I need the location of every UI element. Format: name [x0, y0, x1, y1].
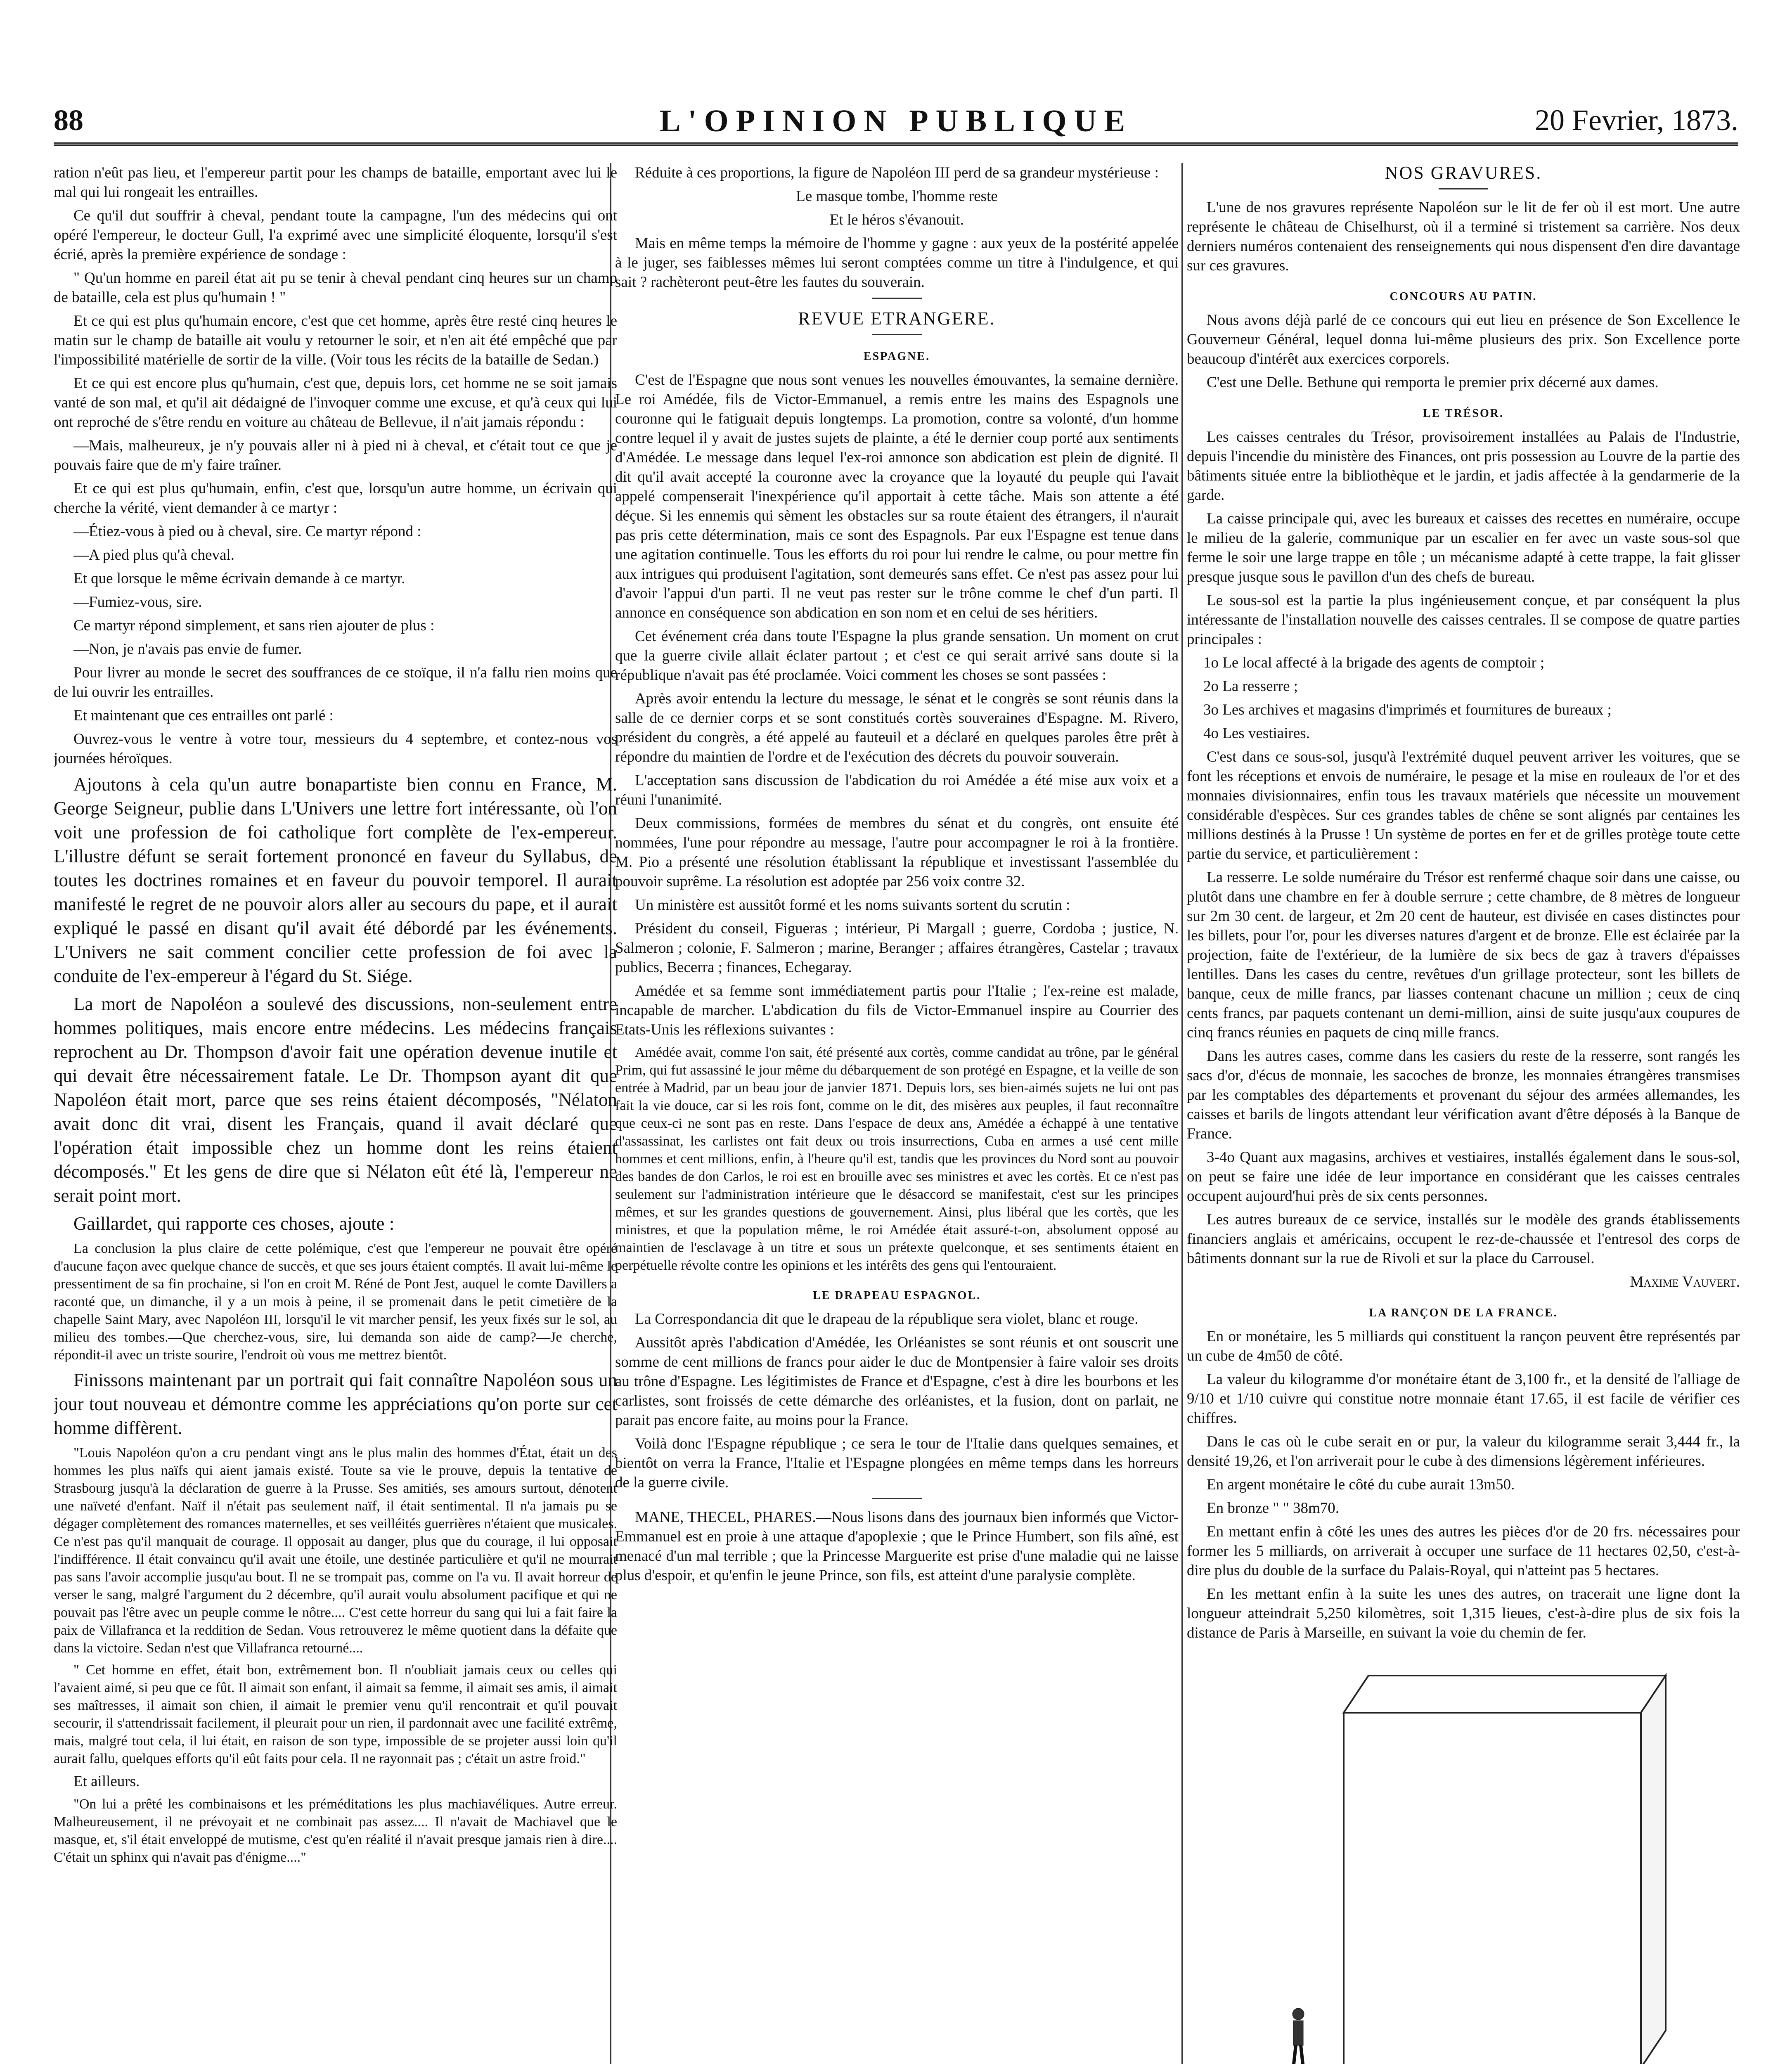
paragraph: Amédée et sa femme sont immédiatement partis pour l'Italie ; l'ex-reine est malade, incapable de marcher. L'abdication du fils de Victor-Emmanuel inspire au Courrier des Etats-Unis les réflexions suivantes :: [615, 982, 1179, 1038]
header-rule: [54, 142, 1738, 146]
paragraph: Réduite à ces proportions, la figure de Napoléon III perd de sa grandeur mystérieuse :: [635, 164, 1159, 181]
paragraph: Un ministère est aussitôt formé et les noms suivants sortent du scrutin :: [635, 897, 1070, 914]
list-item: 1o Le local affecté à la brigade des agents de comptoir ;: [1203, 654, 1545, 671]
gold-cube-illustration: [1236, 1659, 1690, 2064]
paragraph: En or monétaire, les 5 milliards qui constituent la rançon peuvent être représentés par un cube de 4m50 de côté.: [1187, 1328, 1740, 1364]
paragraph: En les mettant enfin à la suite les unes des autres, on tracerait une ligne dont la longueur atteindrait 5,250 kilomètres, soit 1,315 lieues, c'est-à-dire plus de six fois la distance de Paris à Marseille, en suivant la voie du chemin de fer.: [1187, 1586, 1740, 1641]
quoted-paragraph: "On lui a prêté les combinaisons et les préméditations les plus machiavéliques. Autre erreur. Malheureusement, il ne prévoyait et ne combinait pas assez.... Il n'avait de Machiavel que le masque, et, s'il était enveloppé de mutisme, c'est qu'en réalité il n'avait presque jamais rien à dire.... C'était un sphinx qui n'avait pas d'énigme....": [54, 1797, 617, 1865]
paragraph: Pour livrer au monde le secret des souffrances de ce stoïque, il n'a fallu rien moins que de lui ouvrir les entrailles.: [54, 664, 617, 701]
paragraph: Et ailleurs.: [73, 1773, 140, 1790]
section-subtitle: CONCOURS AU PATIN.: [1390, 290, 1537, 303]
man-figure: [1293, 2008, 1304, 2064]
paragraph: L'acceptation sans discussion de l'abdication du roi Amédée a été mise aux voix et a réuni l'unanimité.: [615, 772, 1179, 808]
verse-line: Le masque tombe, l'homme reste: [796, 188, 998, 205]
paragraph: C'est de l'Espagne que nous sont venues les nouvelles émouvantes, la semaine dernière. Le roi Amédée, fils de Victor-Emmanuel, a remis entre les mains des Espagnols une couronne qui le fatiguait depuis longtemps. La promotion, contre sa volonté, d'un homme contre lequel il y avait de justes sujets de plainte, a été le dernier coup porté aux sentiments d'Amédée. Le message dans lequel l'ex-roi annonce son abdication est plein de dignité. Il dit qu'il avait accepté la couronne avec la croyance que la loyauté du peuple qui l'avait appelé compenserait l'inexpérience qu'il apportait à cette tâche. Mais son attente a été déçue. Si les ennemis qui sèment les obstacles sur sa route étaient des étrangers, il n'aurait pas pris cette détermination, mais ce sont des Espagnols. Par eux l'Espagne est tenue dans une agitation continuelle. Tous les efforts du roi pour lui rendre le calme, ou pour mettre fin aux intrigues qui produisent l'agitation, sont demeurés sans effet. Ce n'est pas assez pour lui d'avoir l'appui d'un parti. Il ne veut pas rester sur le trône comme le chef d'un parti. Il annonce en conséquence son abdication en son nom et en celui de ses héritiers.: [615, 372, 1179, 621]
section-rule: [1439, 188, 1488, 189]
paragraph: Ce martyr répond simplement, et sans rien ajouter de plus :: [73, 617, 435, 634]
numbered-list: [1187, 653, 1740, 743]
issue-date: 20 Fevrier, 1873.: [1534, 104, 1738, 137]
paragraph: —Fumiez-vous, sire.: [73, 594, 202, 611]
paragraph: Gaillardet, qui rapporte ces choses, ajoute :: [73, 1213, 395, 1234]
paragraph: Et maintenant que ces entrailles ont parlé :: [73, 707, 334, 724]
paragraph: C'est une Delle. Bethune qui remporta le premier prix décerné aux dames.: [1207, 374, 1659, 391]
paragraph: Les autres bureaux de ce service, installés sur le modèle des grands établissements financiers anglais et américains, occupent le rez-de-chaussée et l'entresol des corps de bâtiments donnant sur la rue de Rivoli et sur la place du Carrousel.: [1187, 1211, 1740, 1267]
page-header: [54, 103, 1738, 136]
column-2: [615, 163, 1179, 2064]
paragraph: Dans les autres cases, comme dans les casiers du reste de la resserre, sont rangés les sacs d'or, d'écus de monnaie, les sacoches de bronze, les monnaies étrangères transmises par les comptables des départements et provenant du séjour des armées allemandes, les caisses et barils de lingots attendant leur vérification avant d'être déposés à la Banque de France.: [1187, 1048, 1740, 1142]
paragraph: " Qu'un homme en pareil état ait pu se tenir à cheval pendant cinq heures sur un champ de bataille, cela est plus qu'humain ! ": [54, 270, 617, 306]
paragraph: Mais en même temps la mémoire de l'homme y gagne : aux yeux de la postérité appelée à le juger, ses faiblesses mêmes lui seront comptées comme un titre à l'indulgence, et qui sait ? rachèteront peut-être les fautes du souverain.: [615, 235, 1179, 291]
paragraph: —A pied plus qu'à cheval.: [73, 547, 234, 563]
paragraph: MANE, THECEL, PHARES.—Nous lisons dans des journaux bien informés que Victor-Emmanuel est en proie à une attaque d'apoplexie ; que le Prince Humbert, son fils aîné, est menacé d'un mal terrible ; que la Princesse Marguerite est prise d'une maladie qui ne laisse plus d'espoir, et qu'enfin le jeune Prince, son fils, est atteint d'une paralysie complète.: [615, 1509, 1179, 1584]
quoted-paragraph: La conclusion la plus claire de cette polémique, c'est que l'empereur ne pouvait être opéré d'aucune façon avec quelque chance de succès, et que ses jours étaient comptés. Il avait lui-même le pressentiment de sa fin prochaine, si l'on en croit M. Réné de Pont Jest, auquel le comte Davillers a raconté que, un dimanche, il y a un mois à peine, il se promenait dans le petit cimetière de la chapelle Saint Mary, avec Napoléon III, lorsqu'il le vit marcher pensif, les yeux fixés sur le sol, au milieu des tombes.—Que cherchez-vous, sire, lui demanda son aide de camp?—Je cherche, répondit-il avec un triste sourire, l'endroit où vous me mettrez bientôt.: [54, 1241, 617, 1363]
section-rule: [872, 298, 922, 299]
list-item: 2o La resserre ;: [1203, 678, 1298, 695]
paragraph: La mort de Napoléon a soulevé des discussions, non-seulement entre hommes politiques, mais encore entre médecins. Les médecins français reprochent au Dr. Thompson d'avoir fait une opération devenue inutile et qui devait être nécessairement fatale. Le Dr. Thompson ayant dit que Napoléon était mort, parce que ses reins étaient décomposés, "Nélaton avait donc dit vrai, disent les Français, quand il avait déclaré que l'opération était impossible chez un homme dont les reins étaient décomposés." Et les gens de dire que si Nélaton eût été là, l'empereur ne serait point mort.: [54, 994, 617, 1206]
section-subtitle: ESPAGNE.: [863, 350, 930, 363]
section-title: NOS GRAVURES.: [1385, 163, 1542, 183]
quoted-paragraph: Amédée avait, comme l'on sait, été présenté aux cortès, comme candidat au trône, par le général Prim, qui fut assassiné le jour même du débarquement de son protégé en Espagne, et la veille de son entrée à Madrid, par un beau jour de janvier 1871. Depuis lors, ses bien-aimés sujets ne lui ont pas fait la vie douce, car si les rois font, comme on le dit, des misères aux peuples, il faut reconnaître que ceux-ci ne sont pas en reste. Dans l'espace de deux ans, Amédée a échappé à une tentative d'assassinat, les carlistes ont fait deux ou trois insurrections, Cuba en armes a usé cent mille hommes et cent millions, enfin, à l'heure qu'il est, tandis que les provinces du Nord sont au pouvoir des bandes de don Carlos, le roi est en brouille avec ses ministres et avec les cortès. Et ce n'est pas seulement sur l'administration intérieure que le désaccord se manifestait, c'est sur les principes mêmes, et sur les grandes questions de gouvernement. Ainsi, plus libéral que les cortès, que les ministres, et que la population même, le roi Amédée était assuré-t-on, absolument opposé au maintien de l'esclavage à un titre et sous un prétexte quelconque, et ses sentiments étaient en perpétuelle révolte contre les opinions et les intérêts des gens qui l'entouraient.: [615, 1045, 1179, 1273]
paragraph: —Mais, malheureux, je n'y pouvais aller ni à pied ni à cheval, et c'était tout ce que je pouvais faire que de m'y faire traîner.: [54, 437, 617, 473]
quoted-paragraph: "Louis Napoléon qu'on a cru pendant vingt ans le plus malin des hommes d'État, était un des hommes les plus naïfs qui aient jamais existé. Toute sa vie le prouve, depuis la tentative de Strasbourg jusqu'à la déclaration de guerre à la Prusse. Ses amitiés, ses amours surtout, dénotent une naïveté d'enfant. Naïf il n'était pas seulement naïf, il était sentimental. Il n'a jamais pu se dégager complètement des romances maternelles, et ses veilléités guerrières n'étaient que musicales. Ce n'est pas qu'il manquait de courage. Il opposait au danger, plus que du courage, il lui opposait l'indifférence. Il était convaincu qu'il avait une étoile, une destinée particulière et qu'il ne mourrait pas sans l'avoir accomplie jusqu'au bout. Il ne se trompait pas, comme on l'a vu. Il avait horreur de verser le sang, malgré l'argument du 2 décembre, qu'il aurait voulu absolument pacifique et qui ne pouvait pas l'être avec un peuple comme le nôtre.... C'est cette horreur du sang qui lui a fait faire la paix de Villafranca et la reddition de Sedan. Vous retrouverez le même quotient dans la défaite que dans la victoire. Sedan n'est que Villafranca retourné....: [54, 1445, 617, 1656]
paragraph: En bronze " " 38m70.: [1207, 1500, 1340, 1517]
quoted-paragraph: " Cet homme en effet, était bon, extrêmement bon. Il n'oubliait jamais ceux ou celles qui l'avaient aimé, si peu que ce fût. Il aimait son enfant, il aimait sa femme, il aimait ses amis, il aimait ses maîtresses, il aimait son chien, il aimait le premier venu qu'il rencontrait et qu'il pouvait secourir, il s'attendrissait facilement, il pleurait pour un rien, il pardonnait avec une facilité extrême, mais, malgré tout cela, il lui était, en raison de son type, impossible de se projeter aussi loin qu'il aurait fallu, quelques efforts qu'il eût faits pour cela. Il ne rayonnait pas ; c'était un astre froid.": [54, 1662, 617, 1766]
paragraph: Président du conseil, Figueras ; intérieur, Pi Margall ; guerre, Cordoba ; justice, N. Salmeron ; colonie, F. Salmeron ; marine, Beranger ; affaires étrangères, Castelar ; travaux publics, Becerra ; finances, Echegaray.: [615, 920, 1179, 976]
paragraph: En mettant enfin à côté les unes des autres les pièces d'or de 20 frs. nécessaires pour former les 5 milliards, on arriverait à occuper une surface de 11 hectares 02,50, c'est-à-dire plus du double de la surface du Palais-Royal, qui n'atteint pas 5 hectares.: [1187, 1523, 1740, 1579]
paragraph: La Correspondancia dit que le drapeau de la république sera violet, blanc et rouge.: [635, 1311, 1139, 1328]
paragraph: Deux commissions, formées de membres du sénat et du congrès, ont ensuite été nommées, l'une pour répondre au message, l'autre pour accompagner le roi à la frontière. M. Pio a présenté une résolution établissant la république et investissant l'assemblée du pouvoir suprême. La résolution est adoptée par 256 voix contre 32.: [615, 815, 1179, 890]
verse-line: Et le héros s'évanouit.: [829, 211, 964, 228]
newspaper-title: L'OPINION PUBLIQUE: [659, 104, 1133, 138]
paragraph: ration n'eût pas lieu, et l'empereur partit pour les champs de bataille, emportant avec lui le mal qui lui rongeait les entrailles.: [54, 164, 617, 201]
list-item: 3o Les archives et magasins d'imprimés et fournitures de bureaux ;: [1203, 701, 1612, 718]
paragraph: C'est dans ce sous-sol, jusqu'à l'extrémité duquel peuvent arriver les voitures, que se font les réceptions et envois de numéraire, le pesage et la mise en rouleaux de l'or et des monnaies divisionnaires, enfin tous les travaux matériels que nécessite un mouvement considérable d'espèces. Sur ces grandes tables de chêne se sont alignés par centaines les millions destinés à la Prusse ! Un système de portes en fer et de grilles protège toute cette partie du service, et particulièrement :: [1187, 748, 1740, 862]
section-rule: [872, 334, 922, 335]
paragraph: —Non, je n'avais pas envie de fumer.: [73, 641, 302, 658]
paragraph: Finissons maintenant par un portrait qui fait connaître Napoléon sous un jour tout nouveau et démontre comme les appréciations qu'on porte sur cet homme diffèrent.: [54, 1370, 617, 1438]
paragraph: Dans le cas où le cube serait en or pur, la valeur du kilogramme serait 3,444 fr., la densité 19,26, et l'on arriverait pour le cube à des dimensions légèrement inférieures.: [1187, 1433, 1740, 1470]
paragraph: Voilà donc l'Espagne république ; ce sera le tour de l'Italie dans quelques semaines, et bientôt on verra la France, l'Italie et l'Espagne plongées en même temps dans les horreurs de la guerre civile.: [615, 1435, 1179, 1491]
column-3: [1187, 163, 1740, 2064]
paragraph: La valeur du kilogramme d'or monétaire étant de 3,100 fr., et la densité de l'alliage de 9/10 et 1/10 cuivre qui constitue notre monnaie étant 17.65, il est facile de vérifier ces chiffres.: [1187, 1371, 1740, 1427]
paragraph: Et ce qui est plus qu'humain encore, c'est que cet homme, après être resté cinq heures le matin sur le champ de bataille ait voulu y retourner le soir, et n'en ait été empêché que par l'impossibilité matérielle de sortir de la ville. (Voir tous les récits de la bataille de Sedan.): [54, 312, 617, 368]
section-subtitle: LE TRÉSOR.: [1423, 407, 1504, 420]
paragraph: Et ce qui est plus qu'humain, enfin, c'est que, lorsqu'un autre homme, un écrivain qui cherche la vérité, vient demander à ce martyr :: [54, 480, 617, 516]
paragraph: —Étiez-vous à pied ou à cheval, sire. Ce martyr répond :: [73, 523, 421, 540]
page-number: 88: [54, 104, 83, 137]
section-rule: [872, 1498, 922, 1499]
paragraph: 3-4o Quant aux magasins, archives et vestiaires, installés également dans le sous-sol, on peut se faire une idée de leur importance en considérant que les caisses centrales occupent aujourd'hui près de six cents personnes.: [1187, 1149, 1740, 1205]
section-title: REVUE ETRANGERE.: [798, 308, 996, 329]
paragraph: Ce qu'il dut souffrir à cheval, pendant toute la campagne, l'un des médecins qui ont opéré l'empereur, le docteur Gull, l'a exprimé avec une simplicité éloquente, lorsqu'il s'est écrié, après la première expérience de sondage :: [54, 207, 617, 263]
paragraph: La caisse principale qui, avec les bureaux et caisses des recettes en numéraire, occupe le milieu de la galerie, communique par un escalier en fer avec un vaste sous-sol que ferme le soir une large trappe en tôle ; un mécanisme adapté à cette trappe, la fait glisser presque jusque sous le pavillon d'un des chefs de bureau.: [1187, 510, 1740, 585]
paragraph: Et ce qui est encore plus qu'humain, c'est que, depuis lors, cet homme ne se soit jamais vanté de son mal, et qu'il ait dédaigné de l'invoquer comme une excuse, et qu'à ceux qui lui ont reproché de s'être rendu en voiture au château de Bellevue, il n'ait jamais répondu :: [54, 375, 617, 431]
paragraph: L'une de nos gravures représente Napoléon sur le lit de fer où il est mort. Une autre représente le château de Chiselhurst, où il a terminé si tristement sa carrière. Nos deux derniers numéros contenaient des renseignements qui nous dispensent d'en dire davantage sur ces gravures.: [1187, 199, 1740, 274]
paragraph: En argent monétaire le côté du cube aurait 13m50.: [1207, 1476, 1515, 1493]
paragraph: Après avoir entendu la lecture du message, le sénat et le congrès se sont réunis dans la salle de ce dernier corps et se sont constitués cortès souveraines d'Espagne. M. Rivero, président du congrès, a été appelé au fauteuil et a déclaré en quelques paroles être prêt à répondre du maintien de l'ordre et de l'exécution des décrets du pouvoir souverain.: [615, 690, 1179, 765]
list-item: 4o Les vestiaires.: [1203, 725, 1310, 742]
paragraph: Ouvrez-vous le ventre à votre tour, messieurs du 4 septembre, et contez-nous vos journées héroïques.: [54, 731, 617, 767]
paragraph: Et que lorsque le même écrivain demande à ce martyr.: [73, 570, 405, 587]
paragraph: Le sous-sol est la partie la plus ingénieusement conçue, et par conséquent la plus intéressante de l'installation nouvelle des caisses centrales. Il se compose de quatre parties principales :: [1187, 592, 1740, 648]
paragraph: Ajoutons à cela qu'un autre bonapartiste bien connu en France, M. George Seigneur, publie dans L'Univers une lettre fort intéressante, où l'on voit une profession de foi catholique fort complète de l'ex-empereur. L'illustre défunt se serait fortement prononcé en faveur du Syllabus, de toutes les doctrines romaines et en faveur du pouvoir temporel. Il aurait manifesté le regret de ne pouvoir alors aller au secours du pape, et il aurait expliqué le passé en disant qu'il avait été débordé par les événements. L'Univers ne sait comment concilier cette profession de foi avec la conduite de l'ex-empereur à l'égard du St. Siége.: [54, 774, 617, 986]
column-1: [54, 163, 617, 2064]
paragraph: Cet événement créa dans toute l'Espagne la plus grande sensation. Un moment on crut que la guerre civile allait éclater partout ; et c'est ce qui serait arrivé sans doute si la république n'avait pas été proclamée. Voici comment les choses se sont passées :: [615, 628, 1179, 684]
column-divider: [1181, 163, 1183, 2064]
paragraph: Les caisses centrales du Trésor, provisoirement installées au Palais de l'Industrie, depuis l'incendie du ministère des Finances, ont pris possession au Louvre de la partie des bâtiments située entre la bibliothèque et le jardin, et jadis affectée à la gendarmerie de la garde.: [1187, 428, 1740, 504]
author-signature: Maxime Vauvert.: [1630, 1273, 1740, 1290]
cube-drawing: [1236, 1659, 1690, 2064]
paragraph: La resserre. Le solde numéraire du Trésor est renfermé chaque soir dans une caisse, ou plutôt dans une chambre en fer à double serrure ; cette chambre, de 8 mètres de longueur sur 2m 30 cent. de largeur, et 2m 20 cent de hauteur, est divisée en cases distinctes pour les billets, pour l'or, pour les diverses natures d'argent et de bronze. Elle est éclairée par la projection, faite de l'extérieur, de la lumière de six becs de gaz à travers d'épaisses lentilles. Dans les cases du centre, revêtues d'un grillage protecteur, sont les billets de banque, ceux de mille francs, par liasses contenant chacune un million ; ceux de cinq cents francs, par paquets contenant un demi-million, ainsi de suite jusqu'aux coupures de cinq francs réunies en paquets de cinq mille francs.: [1187, 869, 1740, 1041]
paragraph: Nous avons déjà parlé de ce concours qui eut lieu en présence de Son Excellence le Gouverneur Général, lequel donna lui-même plusieurs des prix. Son Excellence porte beaucoup d'intérêt aux exercices corporels.: [1187, 312, 1740, 367]
section-subtitle: LA RANÇON DE LA FRANCE.: [1369, 1307, 1558, 1319]
section-subtitle: LE DRAPEAU ESPAGNOL.: [812, 1289, 981, 1302]
paragraph: Aussitôt après l'abdication d'Amédée, les Orléanistes se sont réunis et ont souscrit une somme de cent millions de francs pour aider le duc de Montpensier à faire valoir ses droits au trône d'Espagne. Les légitimistes de France et d'Espagne, c'est à dire les bourbons et les carlistes, sont froissés de cette démarche des orléanistes, et la fusion, dont on parlait, ne parait pas encore faite, au moins pour la France.: [615, 1334, 1179, 1429]
